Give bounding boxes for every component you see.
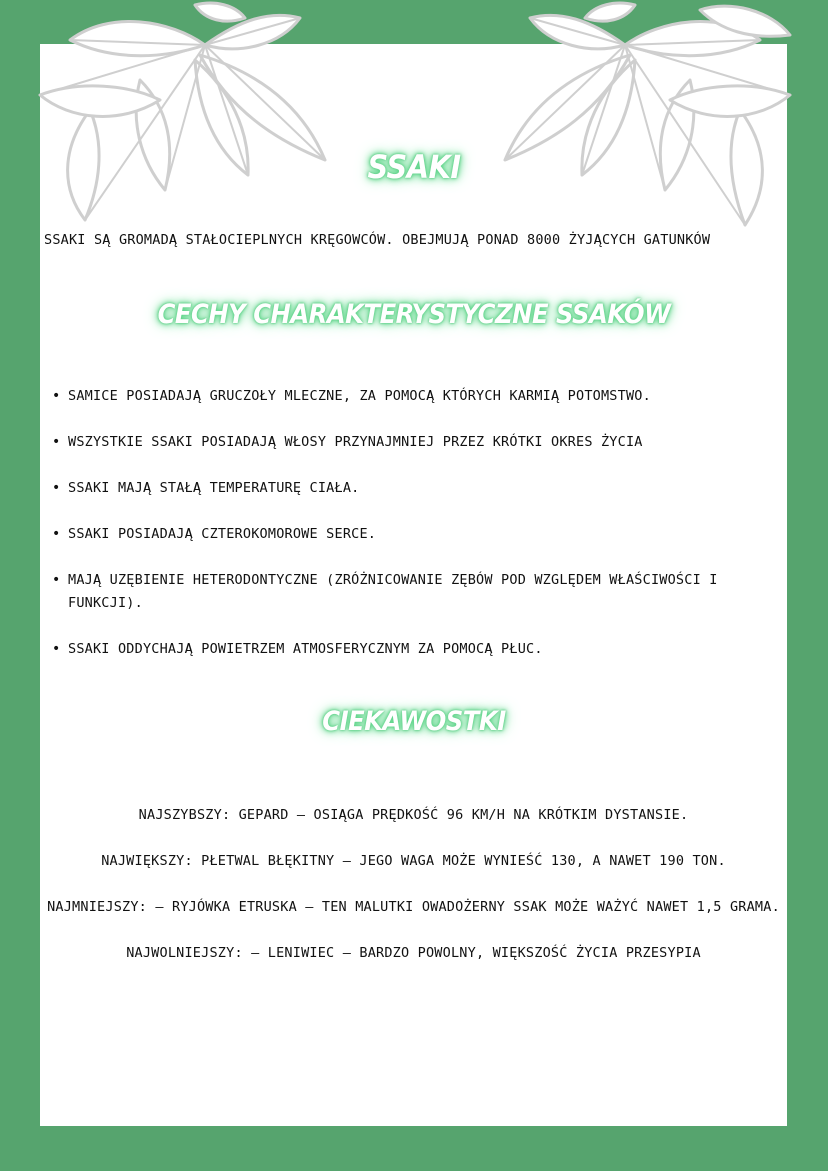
- list-item: • SSAKI POSIADAJĄ CZTEROKOMOROWE SERCE.: [48, 523, 783, 546]
- list-item: • SSAKI MAJĄ STAŁĄ TEMPERATURĘ CIAŁA.: [48, 477, 783, 500]
- list-item: • MAJĄ UZĘBIENIE HETERODONTYCZNE (ZRÓŻNICOWANIE ZĘBÓW POD WZGLĘDEM WŁAŚCIWOŚCI I FUNKCJI).: [48, 569, 783, 615]
- facts-heading: CIEKAWOSTKI: [322, 706, 506, 737]
- fact-largest: NAJWIĘKSZY: PŁETWAL BŁĘKITNY – JEGO WAGA MOŻE WYNIEŚĆ 130, A NAWET 190 TON.: [101, 853, 726, 869]
- list-item: • SAMICE POSIADAJĄ GRUCZOŁY MLECZNE, ZA POMOCĄ KTÓRYCH KARMIĄ POTOMSTWO.: [48, 385, 783, 408]
- page-title: SSAKI: [367, 148, 461, 186]
- fact-smallest: NAJMNIEJSZY: – RYJÓWKA ETRUSKA – TEN MALUTKI OWADOŻERNY SSAK MOŻE WAŻYĆ NAWET 1,5 GRAMA.: [47, 899, 780, 915]
- list-item: • WSZYSTKIE SSAKI POSIADAJĄ WŁOSY PRZYNAJMNIEJ PRZEZ KRÓTKI OKRES ŻYCIA: [48, 431, 783, 454]
- list-item: • SSAKI ODDYCHAJĄ POWIETRZEM ATMOSFERYCZNYM ZA POMOCĄ PŁUC.: [48, 638, 783, 661]
- intro-text: SSAKI SĄ GROMADĄ STAŁOCIEPLNYCH KRĘGOWCÓW. OBEJMUJĄ PONAD 8000 ŻYJĄCYCH GATUNKÓW: [44, 232, 711, 248]
- fact-fastest: NAJSZYBSZY: GEPARD – OSIĄGA PRĘDKOŚĆ 96 KM/H NA KRÓTKIM DYSTANSIE.: [138, 807, 689, 823]
- facts-section: [40, 804, 787, 988]
- traits-heading: CECHY CHARAKTERYSTYCZNE SSAKÓW: [157, 299, 671, 330]
- fact-slowest: NAJWOLNIEJSZY: – LENIWIEC – BARDZO POWOLNY, WIĘKSZOŚĆ ŻYCIA PRZESYPIA: [126, 945, 701, 961]
- traits-list: [48, 385, 783, 684]
